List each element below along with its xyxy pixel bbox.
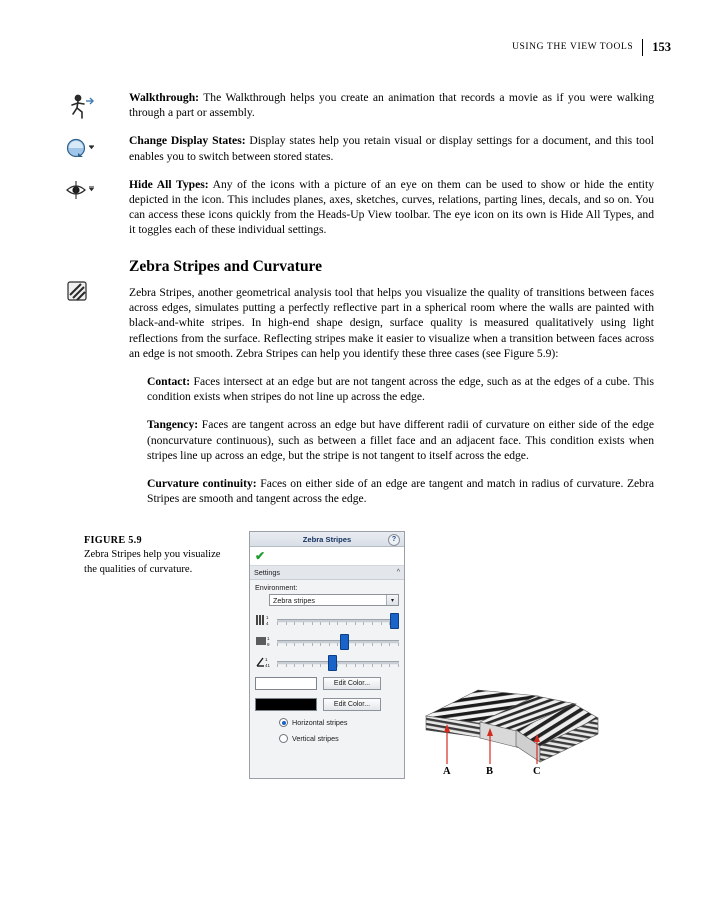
slider-ticks [277, 643, 399, 647]
section-heading: Zebra Stripes and Curvature [129, 258, 323, 275]
panel-confirm-bar [250, 547, 404, 566]
slider-thumb[interactable] [328, 655, 337, 671]
chevron-up-icon[interactable]: ^ [396, 569, 400, 576]
callout-label-a: A [443, 766, 451, 777]
panel-title: Zebra Stripes [302, 534, 352, 544]
change-display-states-icon [64, 136, 98, 166]
svg-text:1: 1 [265, 657, 268, 662]
text-change-display-states: Display states help you retain visual or display settings for a document, and this tool enables you to switch between stored states. [129, 134, 654, 163]
environment-select-value: Zebra stripes [273, 595, 315, 605]
stripe-count-slider[interactable] [277, 634, 399, 648]
edit-color-button-1[interactable]: Edit Color... [323, 677, 381, 690]
settings-group-body [250, 580, 404, 743]
slider-ticks [277, 664, 399, 668]
environment-select[interactable] [269, 594, 399, 606]
runin-hide-all-types: Hide All Types: [129, 177, 209, 191]
help-icon[interactable]: ? [388, 534, 400, 546]
stripe-width-slider[interactable] [277, 613, 399, 627]
settings-group-label: Settings [254, 568, 280, 577]
first-color-row [255, 677, 399, 690]
vertical-stripes-option[interactable] [255, 734, 399, 743]
runin-curvature-continuity: Curvature continuity: [147, 477, 257, 491]
stripe-precision-icon [255, 655, 275, 669]
walkthrough-icon [64, 92, 98, 122]
radio-icon-horizontal[interactable] [279, 718, 288, 727]
svg-text:1: 1 [267, 636, 270, 641]
radio-icon-vertical[interactable] [279, 734, 288, 743]
environment-label: Environment: [255, 583, 298, 592]
paragraph-walkthrough [129, 90, 654, 120]
text-tangency: Faces are tangent across an edge but have different radii of curvature on either side of the edge (noncurvature continuous), such as between a fillet face and an adjacent face. This condition exists when stripes line up across an edge, but the stripe is not tangent to itself across the edge. [147, 418, 654, 462]
text-hide-all-types: Any of the icons with a picture of an eye on them can be used to show or hide the entity depicted in the icon. This includes planes, axes, sketches, curves, relations, parting lines, decals, and so on. You can access these icons quickly from the Heads-Up View toolbar. The eye icon on its own is Hide All Types, and it toggles each of these individual settings. [129, 177, 654, 237]
figure-caption [84, 534, 224, 577]
zebra-stripes-icon [64, 279, 98, 309]
edit-color-button-2[interactable]: Edit Color... [323, 698, 381, 711]
slider-thumb[interactable] [390, 613, 399, 629]
runin-walkthrough: Walkthrough: [129, 91, 200, 104]
first-stripe-color[interactable] [255, 677, 317, 690]
second-stripe-color[interactable] [255, 698, 317, 711]
zebra-stripes-property-manager[interactable] [249, 531, 405, 779]
paragraph-contact [147, 374, 654, 404]
slider-thumb[interactable] [340, 634, 349, 650]
text-contact: Faces intersect at an edge but are not tangent across the edge, such as at the edges of a cube. This condition exists when stripes do not line up across the edge. [147, 375, 654, 404]
callout-label-b: B [486, 766, 494, 777]
runin-tangency: Tangency: [147, 418, 199, 432]
ok-check-icon[interactable]: ✔ [255, 549, 266, 563]
vertical-stripes-label: Vertical stripes [292, 734, 339, 743]
stripe-width-icon [255, 613, 275, 627]
running-head-title: USING THE VIEW TOOLS [512, 42, 634, 52]
figure-label: FIGURE 5.9 [84, 535, 142, 546]
panel-title-bar [250, 532, 404, 547]
callout-label-c: C [533, 766, 541, 777]
slider-ticks [277, 622, 399, 626]
second-color-row [255, 698, 399, 711]
paragraph-hide-all-types [129, 177, 654, 238]
model-callout-labels [420, 766, 602, 782]
figure-caption-text: Zebra Stripes help you visualize the qualities of curvature. [84, 549, 221, 575]
stripe-width-row [255, 613, 399, 627]
horizontal-stripes-label: Horizontal stripes [292, 718, 348, 727]
horizontal-stripes-option[interactable] [255, 718, 399, 727]
page-number: 153 [652, 40, 671, 54]
text-walkthrough: The Walkthrough helps you create an animation that records a movie as if you were walking through a part or assembly. [129, 91, 654, 120]
hide-all-types-icon [64, 178, 98, 208]
svg-text:9: 9 [267, 642, 270, 647]
stripe-count-row [255, 634, 399, 648]
svg-text:1: 1 [266, 615, 269, 620]
settings-group-header[interactable] [250, 566, 404, 580]
stripe-precision-row [255, 655, 399, 669]
text-curvature-continuity: Faces on either side of an edge are tangent and match in radius of curvature. Zebra Stripes are smooth and tangent across the edge. [147, 477, 654, 506]
chevron-down-icon[interactable]: ▾ [386, 595, 398, 605]
page-header [512, 38, 671, 56]
runin-contact: Contact: [147, 375, 191, 389]
svg-text:4: 4 [266, 621, 269, 626]
paragraph-curvature-continuity [147, 476, 654, 506]
runin-change-display-states: Change Display States: [129, 134, 246, 148]
stripe-precision-slider[interactable] [277, 655, 399, 669]
paragraph-zebra-intro: Zebra Stripes, another geometrical analysis tool that helps you visualize the quality of transitions between faces across edges, simulates putting a perfectly reflective part in a spherical room where the walls are painted with black-and-white stripes. In high-end shape design, surface quality is measured qualitatively using light reflections from the surface. Reflecting stripes make it easier to visualize when a transition between faces across an edge is not smooth. Zebra Stripes can help you identify these three cases (see Figure 5.9): [129, 286, 654, 360]
svg-text:41: 41 [265, 663, 271, 668]
stripe-count-icon [255, 634, 275, 648]
paragraph-change-display-states [129, 133, 654, 163]
paragraph-tangency [147, 417, 654, 463]
